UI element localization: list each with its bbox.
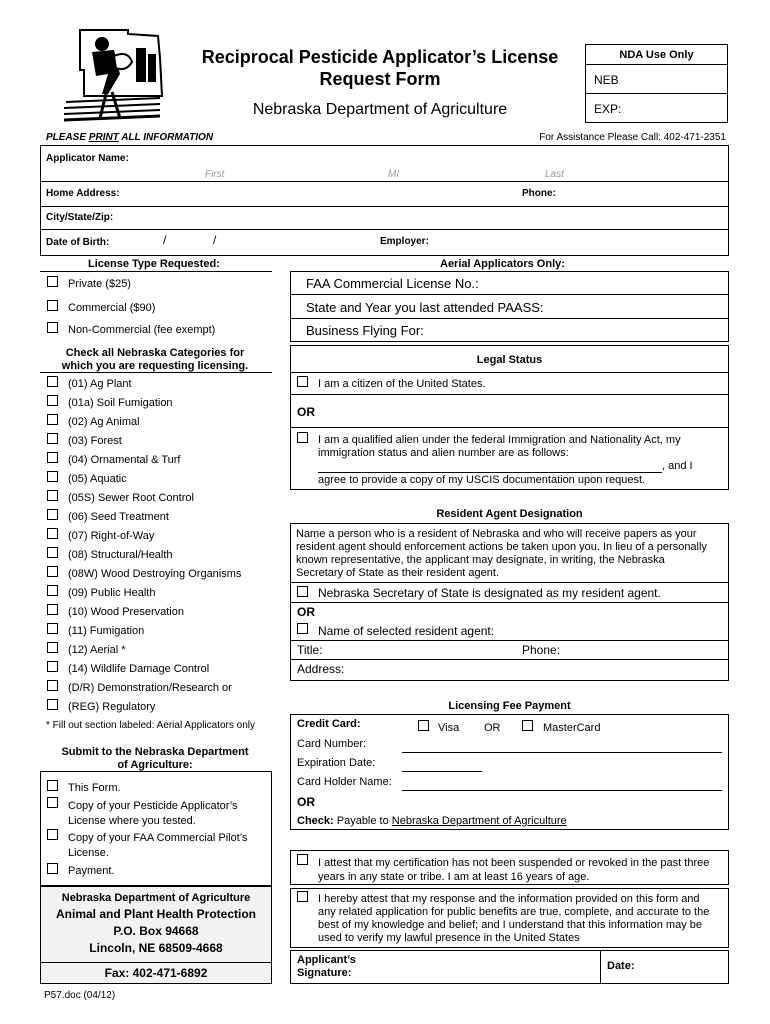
home-address-label: Home Address:	[46, 188, 120, 199]
category-label: (01a) Soil Fumigation	[68, 397, 173, 409]
non-commercial-license-checkbox[interactable]	[47, 322, 58, 333]
payment-or: OR	[297, 795, 315, 809]
middle-initial-hint: MI	[388, 169, 400, 180]
agent-address-label: Address:	[297, 662, 345, 676]
mailing-address	[40, 892, 272, 955]
submit-applicator-license-line1: Copy of your Pesticide Applicator’s	[68, 800, 238, 812]
fee-payment-table	[290, 714, 729, 830]
category-label: (10) Wood Preservation	[68, 606, 184, 618]
category-checkbox[interactable]	[47, 680, 58, 691]
category-checkbox[interactable]	[47, 528, 58, 539]
check-label: Check:	[297, 815, 334, 827]
check-payee: Nebraska Department of Agriculture	[391, 815, 567, 827]
credit-card-label: Credit Card:	[297, 718, 361, 730]
submit-faa-license-label	[68, 831, 248, 861]
date-of-birth-input[interactable]	[115, 232, 365, 252]
visa-checkbox[interactable]	[418, 720, 429, 731]
faa-license-input[interactable]	[480, 274, 725, 292]
alien-line3: agree to provide a copy of my USCIS documentation upon request.	[318, 474, 646, 486]
mastercard-label: MasterCard	[543, 722, 601, 734]
attest2-line3: best of my knowledge and belief; and I understand that this information may be	[318, 919, 703, 931]
alien-status-input[interactable]	[318, 458, 662, 472]
category-label: (12) Aerial *	[68, 644, 126, 656]
agent-or: OR	[297, 605, 315, 619]
category-checkbox[interactable]	[47, 509, 58, 520]
category-label: (03) Forest	[68, 435, 122, 447]
category-checkbox[interactable]	[47, 699, 58, 710]
attest2-line1: I hereby attest that my response and the information provided on this form and	[318, 893, 700, 905]
category-checkbox[interactable]	[47, 547, 58, 558]
category-label: (07) Right-of-Way	[68, 530, 155, 542]
category-checkbox[interactable]	[47, 623, 58, 634]
citizen-checkbox[interactable]	[297, 376, 308, 387]
employer-input[interactable]	[435, 232, 725, 252]
signature-label-line2: Signature:	[297, 967, 352, 979]
submit-faa-license-checkbox[interactable]	[47, 829, 58, 840]
last-name-hint: Last	[545, 169, 564, 180]
commercial-license-checkbox[interactable]	[47, 300, 58, 311]
date-input[interactable]	[640, 952, 726, 982]
category-label: (05) Aquatic	[68, 473, 127, 485]
category-label: (09) Public Health	[68, 587, 156, 599]
lawful-presence-attest-checkbox[interactable]	[297, 891, 308, 902]
address-line3: P.O. Box 94668	[113, 924, 199, 938]
category-label: (REG) Regulatory	[68, 701, 156, 713]
assistance-phone: For Assistance Please Call: 402-471-2351	[539, 132, 726, 143]
submit-heading-line1: Submit to the Nebraska Department	[61, 746, 249, 758]
secretary-of-state-label: Nebraska Secretary of State is designated as my resident agent.	[318, 586, 661, 600]
category-checkbox[interactable]	[47, 471, 58, 482]
signature-label	[297, 954, 356, 980]
agent-title-input[interactable]	[330, 641, 515, 659]
expiration-date-input[interactable]	[402, 755, 482, 771]
phone-input[interactable]	[560, 184, 725, 202]
certification-attest-checkbox[interactable]	[297, 854, 308, 865]
card-holder-input[interactable]	[402, 774, 722, 790]
mastercard-checkbox[interactable]	[522, 720, 533, 731]
aerial-footnote: * Fill out section labeled: Aerial Applicators only	[46, 720, 256, 731]
phone-label: Phone:	[522, 188, 556, 199]
faa-license-label: FAA Commercial License No.:	[306, 276, 479, 291]
print-instructions	[46, 132, 213, 143]
secretary-of-state-checkbox[interactable]	[297, 586, 308, 597]
address-line4: Lincoln, NE 68509-4668	[89, 941, 223, 955]
signature-input[interactable]	[360, 952, 596, 982]
category-label: (11) Fumigation	[68, 625, 145, 637]
fax-number: Fax: 402-471-6892	[104, 966, 208, 980]
agent-desc-line4: Secretary of State as their resident agent.	[296, 567, 500, 579]
submit-heading	[40, 746, 270, 772]
attest1-line2: years in any state or tribe. I am at least 16 years of age.	[318, 871, 590, 883]
categories-heading-line2: which you are requesting licensing.	[61, 360, 249, 372]
expiration-date-label: Expiration Date:	[297, 757, 376, 769]
attest2-line4: used to verify my lawful presence in the United States	[318, 932, 580, 944]
first-name-hint: First	[205, 169, 225, 180]
paass-label: State and Year you last attended PAASS:	[306, 300, 544, 315]
submit-payment-label: Payment.	[68, 865, 115, 877]
category-label: (14) Wildlife Damage Control	[68, 663, 210, 675]
check-payment-line	[297, 815, 567, 827]
categories-heading-line1: Check all Nebraska Categories for	[65, 347, 245, 359]
document-id: P57.doc (04/12)	[44, 990, 116, 1001]
submit-faa-license-line1: Copy of your FAA Commercial Pilot’s	[68, 832, 248, 844]
categories-heading	[40, 347, 270, 373]
private-license-checkbox[interactable]	[47, 276, 58, 287]
home-address-input[interactable]	[125, 184, 515, 202]
business-flying-input[interactable]	[425, 321, 725, 339]
sower-logo	[62, 26, 164, 122]
agent-desc-line1: Name a person who is a resident of Nebraska and who will receive papers as your	[296, 528, 697, 540]
submit-applicator-license-checkbox[interactable]	[47, 797, 58, 808]
form-title-line2: Request Form	[319, 69, 441, 89]
named-agent-checkbox[interactable]	[297, 623, 308, 634]
category-checkbox[interactable]	[47, 604, 58, 615]
resident-agent-description	[296, 528, 726, 580]
print-prefix: PLEASE	[46, 132, 89, 143]
category-checkbox[interactable]	[47, 490, 58, 501]
certification-attest-text	[318, 856, 709, 884]
legal-status-heading: Legal Status	[476, 354, 543, 366]
category-checkbox[interactable]	[47, 433, 58, 444]
category-checkbox[interactable]	[47, 414, 58, 425]
submit-heading-line2: of Agriculture:	[117, 759, 193, 771]
alien-line1: I am a qualified alien under the federal Immigration and Nationality Act, my	[318, 434, 681, 446]
agent-phone-label: Phone:	[522, 643, 561, 657]
address-line1: Nebraska Department of Agriculture	[61, 892, 251, 904]
attest1-line1: I attest that my certification has not been suspended or revoked in the past three	[318, 857, 710, 869]
submit-form-label: This Form.	[68, 782, 121, 794]
agent-desc-line3: known representative, the applicant may designate, in writing, the Nebraska	[296, 554, 665, 566]
non-commercial-license-label: Non-Commercial (fee exempt)	[68, 324, 216, 336]
resident-agent-heading: Resident Agent Designation	[436, 508, 583, 520]
visa-label: Visa	[438, 722, 460, 734]
form-title-line1: Reciprocal Pesticide Applicator’s License	[201, 47, 559, 67]
city-state-zip-input[interactable]	[125, 208, 725, 226]
dob-slash-1: /	[163, 233, 167, 247]
attest2-line2: any related application for public benefits are true, complete, and accurate to the	[318, 906, 710, 918]
print-word: PRINT	[88, 132, 119, 143]
category-label: (01) Ag Plant	[68, 378, 132, 390]
category-label: (06) Seed Treatment	[68, 511, 169, 523]
agent-phone-input[interactable]	[568, 641, 725, 659]
aerial-heading: Aerial Applicators Only:	[440, 258, 565, 270]
department-name: Nebraska Department of Agriculture	[252, 101, 508, 118]
submit-applicator-license-line2: License where you tested.	[68, 815, 196, 827]
commercial-license-label: Commercial ($90)	[68, 302, 156, 314]
category-checkbox[interactable]	[47, 585, 58, 596]
submit-form-checkbox[interactable]	[47, 780, 58, 791]
alien-line2: immigration status and alien number are as follows:	[318, 447, 569, 459]
private-license-label: Private ($25)	[68, 278, 131, 290]
legal-or: OR	[297, 405, 315, 419]
employer-label: Employer:	[380, 236, 429, 247]
nda-neb-label: NEB	[594, 73, 619, 87]
category-label: (02) Ag Animal	[68, 416, 140, 428]
submit-applicator-license-label	[68, 799, 238, 829]
qualified-alien-checkbox[interactable]	[297, 432, 308, 443]
alien-and: , and I	[662, 460, 693, 472]
date-label: Date:	[607, 960, 635, 972]
category-label: (D/R) Demonstration/Research or	[68, 682, 232, 694]
lawful-presence-attest-text	[318, 893, 709, 945]
agent-name-label: Name of selected resident agent:	[318, 624, 495, 638]
card-holder-label: Card Holder Name:	[297, 776, 392, 788]
category-checkbox[interactable]	[47, 376, 58, 387]
category-checkbox[interactable]	[47, 661, 58, 672]
form-title	[180, 46, 580, 90]
category-label: (05S) Sewer Root Control	[68, 492, 194, 504]
license-type-heading: License Type Requested:	[88, 258, 220, 270]
date-of-birth-label: Date of Birth:	[46, 237, 110, 248]
agent-address-input[interactable]	[350, 660, 725, 678]
category-checkbox[interactable]	[47, 395, 58, 406]
agent-desc-line2: resident agent should enforcement actions be taken upon you. In lieu of a personally	[296, 541, 707, 553]
address-line2: Animal and Plant Health Protection	[55, 907, 257, 921]
category-label: (08) Structural/Health	[68, 549, 173, 561]
check-payable: Payable to	[333, 815, 392, 827]
signature-label-line1: Applicant’s	[297, 954, 356, 966]
city-state-zip-label: City/State/Zip:	[46, 212, 114, 223]
card-type-or: OR	[484, 722, 501, 734]
card-number-label: Card Number:	[297, 738, 367, 750]
nda-exp-label: EXP:	[594, 102, 622, 116]
category-checkbox[interactable]	[47, 566, 58, 577]
category-checkbox[interactable]	[47, 642, 58, 653]
business-flying-label: Business Flying For:	[306, 323, 424, 338]
category-checkbox[interactable]	[47, 452, 58, 463]
citizen-label: I am a citizen of the United States.	[318, 378, 486, 390]
card-number-input[interactable]	[402, 736, 722, 752]
category-label: (08W) Wood Destroying Organisms	[68, 568, 242, 580]
dob-slash-2: /	[213, 233, 217, 247]
print-suffix: ALL INFORMATION	[118, 132, 214, 143]
submit-payment-checkbox[interactable]	[47, 863, 58, 874]
agent-name-input[interactable]	[512, 620, 725, 638]
submit-faa-license-line2: License.	[68, 847, 109, 859]
applicator-name-label: Applicator Name:	[46, 153, 129, 164]
fee-payment-heading: Licensing Fee Payment	[448, 700, 571, 712]
paass-input[interactable]	[545, 298, 725, 316]
applicator-name-input[interactable]	[150, 148, 720, 164]
nda-box-title: NDA Use Only	[619, 49, 694, 61]
agent-title-label: Title:	[297, 643, 323, 657]
category-label: (04) Ornamental & Turf	[68, 454, 181, 466]
